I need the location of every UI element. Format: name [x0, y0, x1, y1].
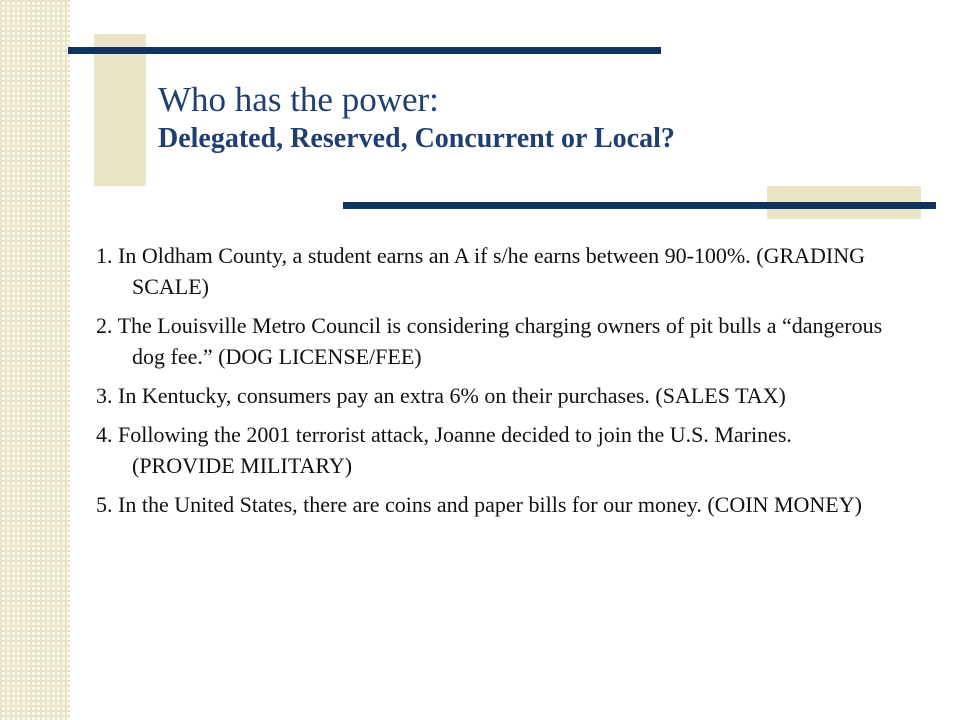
title-accent-block: [94, 34, 146, 186]
list-item: 1. In Oldham County, a student earns an A if s/he earns between 90-100%. (GRADING SCALE): [96, 243, 866, 299]
list-item: 2. The Louisville Metro Council is considering charging owners of pit bulls a “dangerous dog fee.” (DOG LICENSE/FEE): [96, 313, 883, 369]
title-bottom-bar: [343, 202, 936, 209]
slide-title: [158, 80, 675, 158]
list-item: 3. In Kentucky, consumers pay an extra 6% on their purchases. (SALES TAX): [96, 383, 786, 408]
title-top-bar: [68, 47, 661, 54]
list-item: 5. In the United States, there are coins and paper bills for our money. (COIN MONEY): [96, 492, 862, 517]
question-list: [96, 240, 886, 528]
slide-title-line1: Who has the power:: [158, 80, 439, 119]
slide-title-line2: Delegated, Reserved, Concurrent or Local?: [158, 123, 675, 154]
list-item: 4. Following the 2001 terrorist attack, Joanne decided to join the U.S. Marines. (PROVIDE MILITARY): [96, 422, 792, 478]
left-stripe-decoration: [0, 0, 70, 720]
